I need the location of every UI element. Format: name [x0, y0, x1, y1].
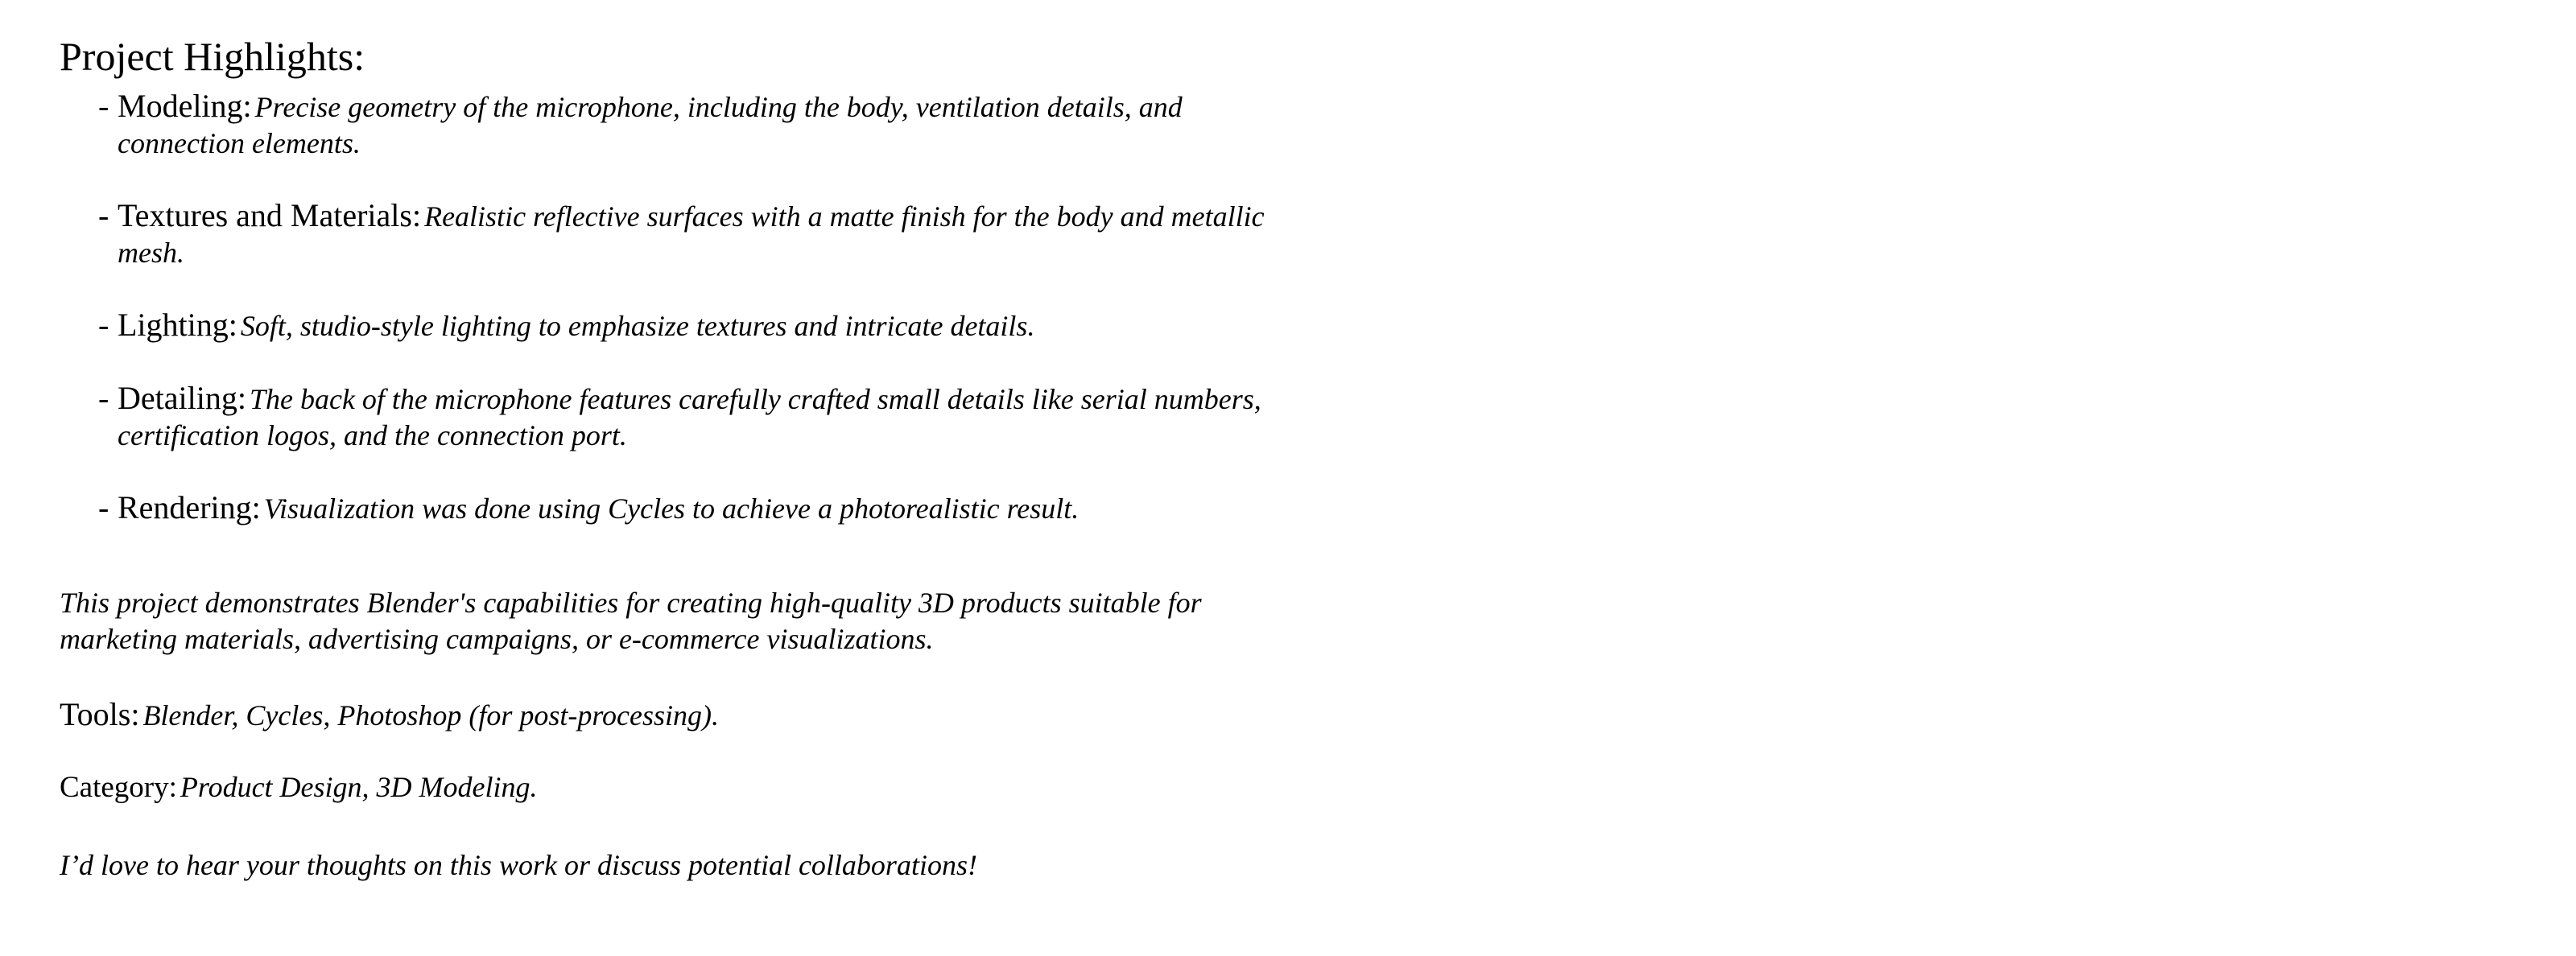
highlight-label: Rendering:: [118, 489, 261, 525]
tools-label: Tools:: [60, 696, 140, 732]
list-dash: -: [98, 489, 109, 525]
highlight-description: Visualization was done using Cycles to achieve a photorealistic result.: [263, 492, 1080, 525]
list-dash: -: [98, 380, 109, 416]
highlight-rendering: [98, 490, 1293, 527]
closing-paragraph: I’d love to hear your thoughts on this work or discuss potential collaborations!: [60, 849, 977, 881]
tools-value: Blender, Cycles, Photoshop (for post-processing).: [142, 699, 720, 731]
highlight-lighting: [98, 307, 1293, 344]
category-value: Product Design, 3D Modeling.: [180, 771, 538, 803]
highlight-description: Precise geometry of the microphone, including the body, ventilation details, and connection elements.: [118, 91, 1183, 159]
highlight-label: Detailing:: [118, 380, 246, 416]
highlight-detailing: [98, 381, 1293, 454]
highlight-description: Soft, studio-style lighting to emphasize textures and intricate details.: [240, 310, 1035, 342]
highlight-textures-materials: [98, 198, 1293, 271]
summary-paragraph: This project demonstrates Blender's capabilities for creating high-quality 3D products suitable for marketing materials, advertising campaigns, or e-commerce visualizations.: [60, 587, 1202, 655]
highlight-label: Modeling:: [118, 88, 252, 124]
highlight-label: Lighting:: [118, 307, 237, 343]
list-dash: -: [98, 307, 109, 343]
category-line: [60, 769, 1267, 806]
highlights-list: [60, 89, 1267, 527]
project-description: [60, 31, 1267, 884]
highlight-description: Realistic reflective surfaces with a matte finish for the body and metallic mesh.: [118, 200, 1265, 269]
highlight-description: The back of the microphone features carefully crafted small details like serial numbers, certification logos, and the connection port.: [118, 383, 1261, 451]
list-dash: -: [98, 88, 109, 124]
highlight-modeling: [98, 89, 1293, 162]
category-label: Category:: [60, 771, 177, 804]
list-dash: -: [98, 197, 109, 233]
highlight-label: Textures and Materials:: [118, 197, 422, 233]
section-heading: Project Highlights:: [60, 34, 365, 79]
tools-line: [60, 696, 1267, 734]
